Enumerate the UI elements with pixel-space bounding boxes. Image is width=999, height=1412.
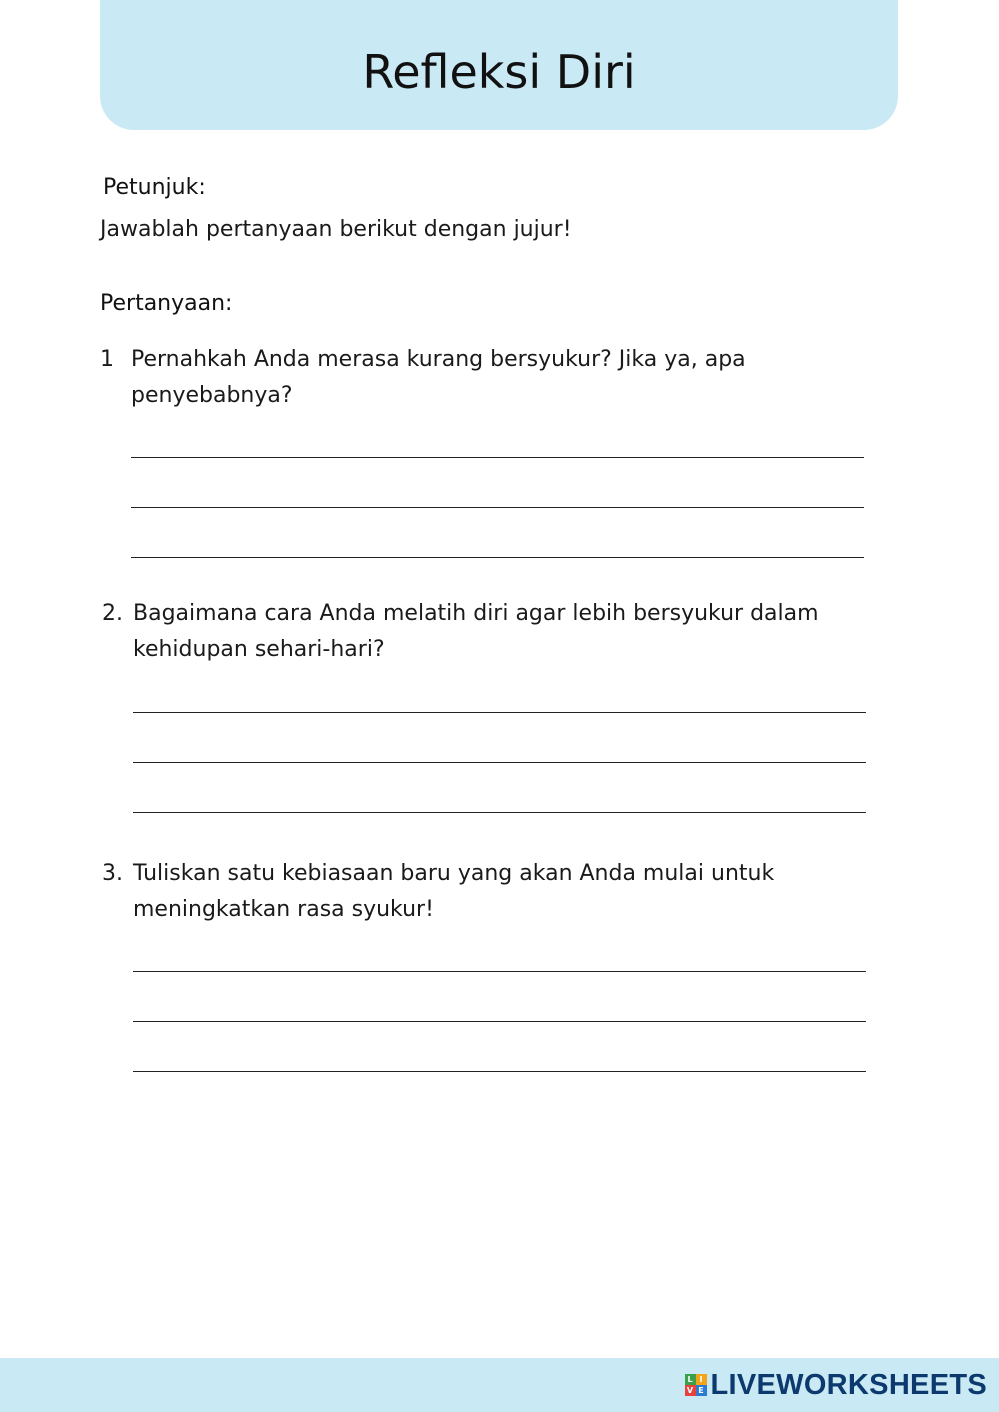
logo-letter: V xyxy=(685,1385,696,1396)
logo-letter: E xyxy=(696,1385,707,1396)
question-text-line: meningkatkan rasa syukur! xyxy=(133,897,434,922)
instructions-text: Jawablah pertanyaan berikut dengan jujur! xyxy=(100,217,572,242)
question-number: 3. xyxy=(102,861,123,886)
question-text-line: penyebabnya? xyxy=(131,383,293,408)
question-text-line: Tuliskan satu kebiasaan baru yang akan Anda mulai untuk xyxy=(133,861,775,886)
answer-line-input[interactable] xyxy=(133,762,866,763)
logo-letter: I xyxy=(696,1374,707,1385)
answer-line-input[interactable] xyxy=(133,812,866,813)
answer-line-input[interactable] xyxy=(133,712,866,713)
liveworksheets-logo[interactable] xyxy=(685,1369,988,1401)
logo-letter: L xyxy=(685,1374,696,1385)
question-number: 1 xyxy=(100,347,114,372)
question-text xyxy=(133,596,863,668)
logo-text: LIVEWORKSHEETS xyxy=(710,1369,987,1401)
header-banner xyxy=(100,0,898,130)
footer-bar xyxy=(0,1358,999,1412)
question-number: 2. xyxy=(102,601,123,626)
page-title: Refleksi Diri xyxy=(362,45,636,99)
answer-line-input[interactable] xyxy=(133,1071,866,1072)
question-text-line: Bagaimana cara Anda melatih diri agar lebih bersyukur dalam xyxy=(133,601,819,626)
question-text-line: Pernahkah Anda merasa kurang bersyukur? Jika ya, apa xyxy=(131,347,746,372)
instructions-label: Petunjuk: xyxy=(103,175,206,200)
questions-label: Pertanyaan: xyxy=(100,291,233,316)
liveworksheets-logo-icon xyxy=(685,1374,707,1396)
answer-line-input[interactable] xyxy=(133,1021,866,1022)
question-text xyxy=(133,856,863,928)
answer-line-input[interactable] xyxy=(131,507,864,508)
answer-line-input[interactable] xyxy=(133,971,866,972)
answer-line-input[interactable] xyxy=(131,457,864,458)
answer-line-input[interactable] xyxy=(131,557,864,558)
question-text xyxy=(131,342,861,414)
question-text-line: kehidupan sehari-hari? xyxy=(133,637,385,662)
